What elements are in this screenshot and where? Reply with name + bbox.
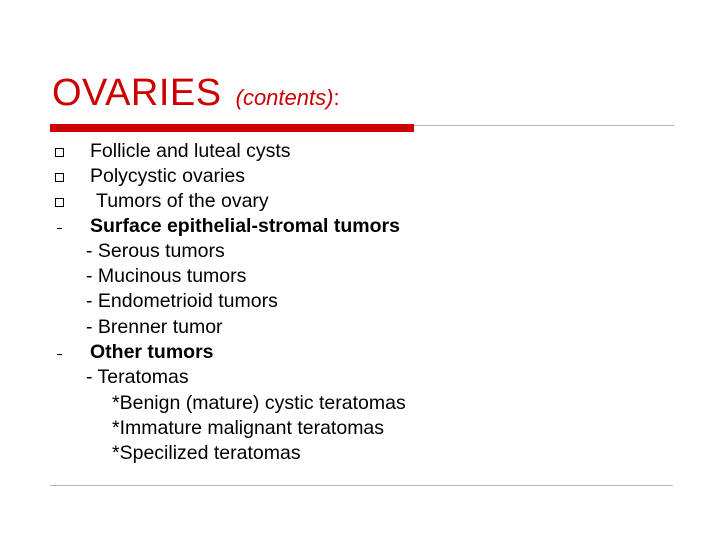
- list-item: Follicle and luteal cysts: [90, 140, 291, 162]
- square-bullet-icon: [55, 198, 64, 207]
- list-item-heading: Other tumors: [90, 341, 214, 363]
- list-item: Polycystic ovaries: [90, 165, 245, 187]
- square-bullet-icon: [55, 173, 64, 182]
- title-colon: :: [333, 85, 340, 110]
- list-subitem: - Mucinous tumors: [86, 265, 247, 287]
- list-subitem: - Brenner tumor: [86, 316, 223, 338]
- slide-title: [52, 72, 340, 115]
- list-subitem: - Teratomas: [86, 366, 189, 388]
- square-bullet-icon: [55, 148, 64, 157]
- list-subitem: - Serous tumors: [86, 240, 225, 262]
- list-subsubitem: *Benign (mature) cystic teratomas: [112, 392, 406, 414]
- list-subsubitem: *Specilized teratomas: [112, 442, 301, 464]
- title-main: OVARIES: [52, 72, 222, 114]
- list-item-heading: Surface epithelial-stromal tumors: [90, 215, 400, 237]
- title-subtitle: (contents): [235, 85, 334, 110]
- dash-bullet-icon: [57, 228, 62, 229]
- list-subitem: - Endometrioid tumors: [86, 290, 278, 312]
- title-underline-accent: [50, 124, 414, 132]
- list-item: Tumors of the ovary: [96, 190, 269, 212]
- dash-bullet-icon: [57, 354, 62, 355]
- list-subsubitem: *Immature malignant teratomas: [112, 417, 385, 439]
- footer-rule: [50, 485, 673, 486]
- title-underline-rule: [414, 125, 674, 126]
